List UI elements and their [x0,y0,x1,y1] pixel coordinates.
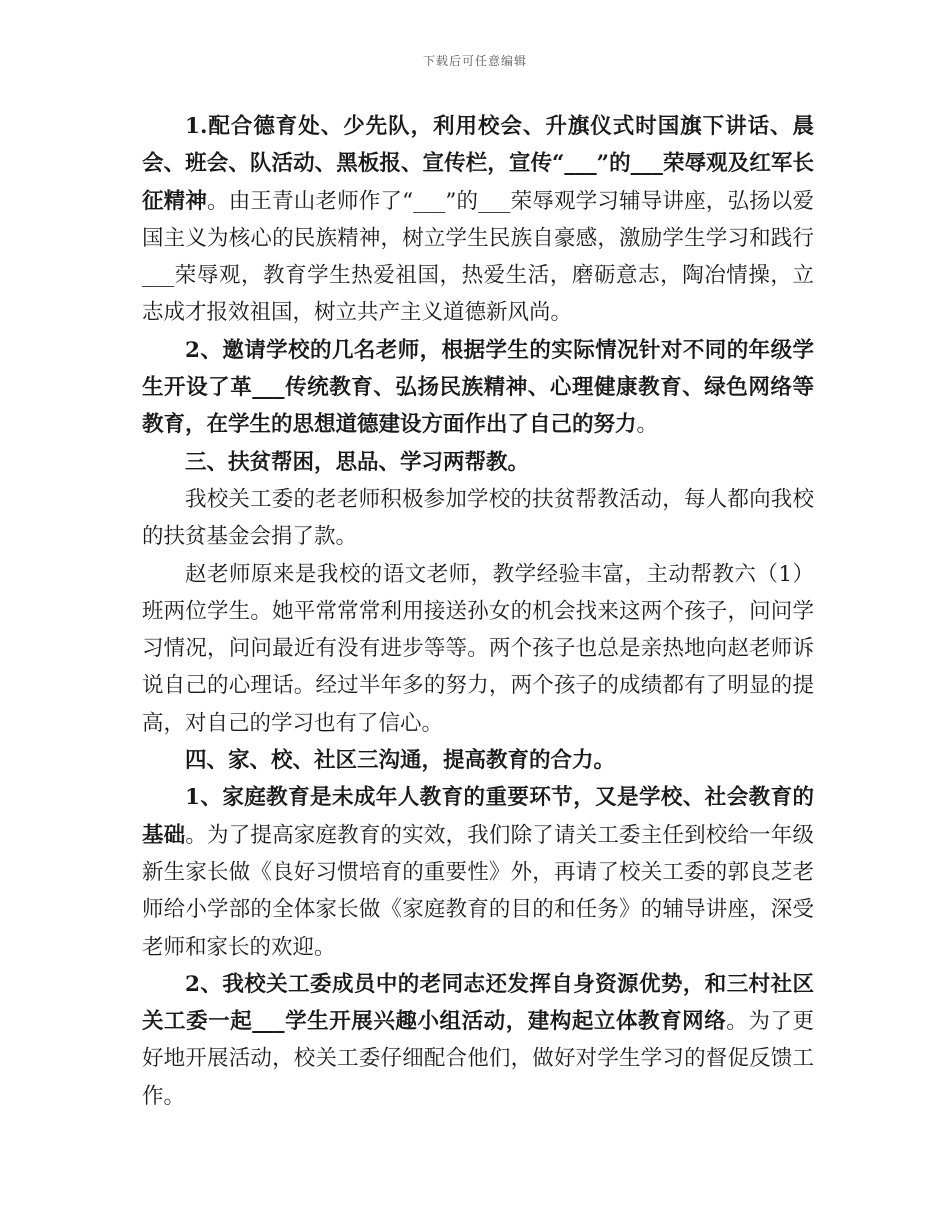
paragraph-4 [142,481,814,556]
paragraph-1-bold: 1.配合德育处、少先队，利用校会、升旗仪式时国旗下讲话、晨会、班会、队活动、黑板报、宣传栏，宣传“___”的___荣辱观及红军长征精神 [142,114,814,214]
paragraph-8 [142,966,814,1115]
section-heading-4-bold: 四、家、校、社区三沟通，提高教育的合力。 [185,748,616,774]
paragraph-8-text: 。为了更好地开展活动，校关工委仔细配合他们，做好对学生学习的督促反馈工作。 [142,1009,814,1109]
paragraph-5-text: 赵老师原来是我校的语文老师，教学经验丰富，主动帮教六（1）班两位学生。她平常常常利用接送孙女的机会找来这两个孩子，问问学习情况，问问最近有没有进步等等。两个孩子也总是亲热地向赵老师诉说自己的心理话。经过半年多的努力，两个孩子的成绩都有了明显的提高，对自己的学习也有了信心。 [142,561,814,736]
document-body [142,108,814,1115]
paragraph-1 [142,108,814,332]
section-heading-3-bold: 三、扶贫帮困，思品、学习两帮教。 [185,449,530,475]
paragraph-7-text: 。为了提高家庭教育的实效，我们除了请关工委主任到校给一年级新生家长做《良好习惯培育的重要性》外，再请了校关工委的郭良芝老师给小学部的全体家长做《家庭教育的目的和任务》的辅导讲座，深受老师和家长的欢迎。 [142,822,814,960]
section-heading-4 [142,742,814,779]
paragraph-2-text: 。 [636,412,659,438]
paragraph-7-bold: 1、家庭教育是未成年人教育的重要环节，又是学校、社会教育的基础 [142,785,814,848]
paragraph-2-bold: 2、邀请学校的几名老师，根据学生的实际情况针对不同的年级学生开设了革___传统教育、弘扬民族精神、心理健康教育、绿色网络等教育，在学生的思想道德建设方面作出了自己的努力 [142,337,814,438]
section-heading-3 [142,444,814,481]
paragraph-7 [142,779,814,965]
paragraph-8-bold: 2、我校关工委成员中的老同志还发挥自身资源优势，和三村社区关工委一起___学生开展兴趣小组活动，建构起立体教育网络 [142,971,814,1035]
paragraph-4-text: 我校关工委的老老师积极参加学校的扶贫帮教活动，每人都向我校的扶贫基金会捐了款。 [142,486,814,550]
paragraph-2 [142,332,814,444]
paragraph-5 [142,556,814,742]
paragraph-1-text: 。由王青山老师作了“___”的___荣辱观学习辅导讲座，弘扬以爱国主义为核心的民族精神，树立学生民族自豪感，激励学生学习和践行___荣辱观，教育学生热爱祖国，热爱生活，磨砺意志，陶冶情操，立志成才报效祖国，树立共产主义道德新风尚。 [142,188,814,326]
page-header: 下载后可任意编辑 [422,54,527,68]
